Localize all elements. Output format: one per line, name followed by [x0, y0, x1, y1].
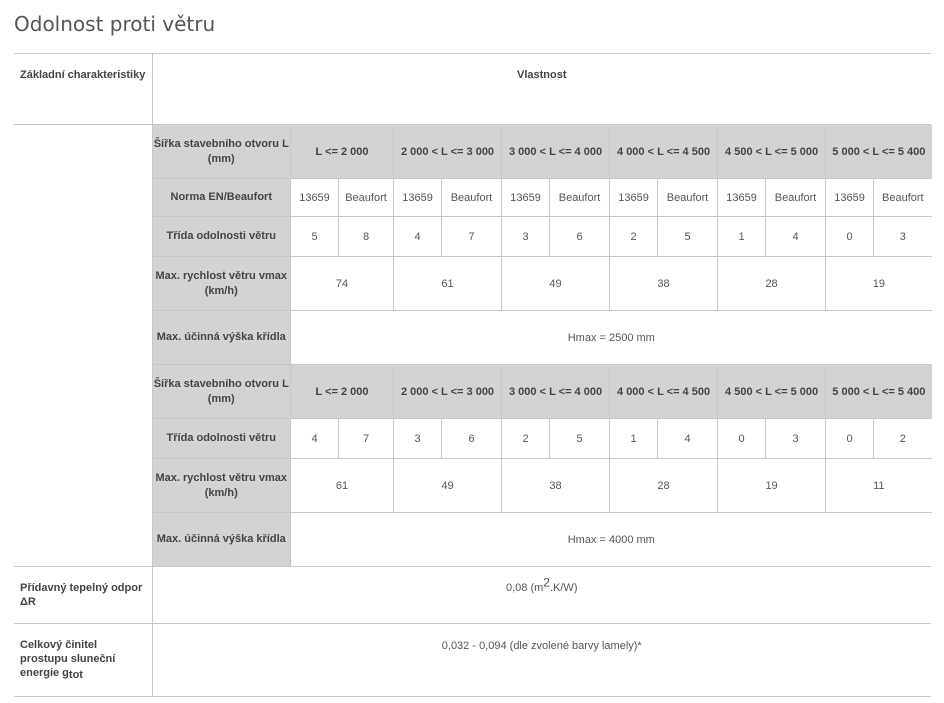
range-header: 2 000 < L <= 3 000: [394, 125, 502, 179]
class-value: 4: [291, 419, 339, 459]
norm-value: Beaufort: [550, 179, 610, 217]
thermal-value-main: 0,08 (m: [506, 582, 544, 594]
height-row-1: [153, 311, 932, 365]
speed-value: 28: [610, 459, 718, 513]
class-value: 5: [550, 419, 610, 459]
speed-value: 49: [502, 257, 610, 311]
speed-value: 49: [394, 459, 502, 513]
class-value: 0: [826, 419, 874, 459]
speed-value: 11: [826, 459, 932, 513]
range-header: 5 000 < L <= 5 400: [826, 365, 932, 419]
solar-factor-row: [14, 624, 931, 697]
norm-value: Beaufort: [766, 179, 826, 217]
speed-row-1: [153, 257, 932, 311]
class-value: 8: [339, 217, 394, 257]
class-value: 2: [502, 419, 550, 459]
basic-characteristics-header: Základní charakteristiky: [14, 54, 152, 125]
page-title: Odolnost proti větru: [14, 12, 216, 36]
hmax-value: Hmax = 4000 mm: [291, 513, 932, 567]
range-header: 3 000 < L <= 4 000: [502, 125, 610, 179]
norm-value: Beaufort: [339, 179, 394, 217]
solar-factor-label-subscript: tot: [68, 669, 83, 681]
norm-value: Beaufort: [658, 179, 718, 217]
width-label: Šířka stavebního otvoru L (mm): [153, 365, 291, 419]
speed-value: 19: [718, 459, 826, 513]
wind-resistance-cell: [152, 125, 931, 567]
range-header: 2 000 < L <= 3 000: [394, 365, 502, 419]
range-header: L <= 2 000: [291, 125, 394, 179]
range-header: L <= 2 000: [291, 365, 394, 419]
norm-row: [153, 179, 932, 217]
norm-value: 13659: [826, 179, 874, 217]
hmax-value: Hmax = 2500 mm: [291, 311, 932, 365]
norm-label: Norma EN/Beaufort: [153, 179, 291, 217]
speed-value: 61: [291, 459, 394, 513]
speed-label: Max. rychlost větru vmax (km/h): [153, 459, 291, 513]
wind-resistance-label-cell: [14, 125, 152, 567]
speed-value: 19: [826, 257, 932, 311]
speed-label: Max. rychlost větru vmax (km/h): [153, 257, 291, 311]
norm-value: Beaufort: [442, 179, 502, 217]
range-header: 4 500 < L <= 5 000: [718, 365, 826, 419]
class-row-2: [153, 419, 932, 459]
solar-factor-label-text: Celkový činitel prostupu sluneční energie g: [20, 639, 116, 679]
speed-value: 61: [394, 257, 502, 311]
height-label: Max. účinná výška křídla: [153, 513, 291, 567]
class-row-1: [153, 217, 932, 257]
speed-value: 28: [718, 257, 826, 311]
range-header: 3 000 < L <= 4 000: [502, 365, 610, 419]
class-value: 1: [610, 419, 658, 459]
class-value: 5: [658, 217, 718, 257]
width-row-2: [153, 365, 932, 419]
solar-factor-label: [14, 624, 152, 697]
class-value: 3: [394, 419, 442, 459]
class-value: 0: [718, 419, 766, 459]
class-value: 7: [339, 419, 394, 459]
class-value: 7: [442, 217, 502, 257]
class-value: 4: [658, 419, 718, 459]
norm-value: 13659: [394, 179, 442, 217]
class-value: 4: [766, 217, 826, 257]
class-value: 5: [291, 217, 339, 257]
header-row: [14, 54, 931, 125]
class-value: 6: [550, 217, 610, 257]
class-label: Třída odolnosti větru: [153, 217, 291, 257]
properties-table: [14, 53, 931, 697]
speed-row-2: [153, 459, 932, 513]
norm-value: 13659: [502, 179, 550, 217]
norm-value: 13659: [610, 179, 658, 217]
class-value: 3: [502, 217, 550, 257]
speed-value: 74: [291, 257, 394, 311]
norm-value: 13659: [291, 179, 339, 217]
width-row-1: [153, 125, 932, 179]
thermal-resistance-label: Přídavný tepelný odpor ΔR: [14, 567, 152, 624]
class-value: 3: [874, 217, 932, 257]
wind-resistance-table: [153, 125, 932, 566]
range-header: 4 500 < L <= 5 000: [718, 125, 826, 179]
height-row-2: [153, 513, 932, 567]
solar-factor-value: 0,032 - 0,094 (dle zvolené barvy lamely)*: [441, 640, 642, 652]
width-label: Šířka stavebního otvoru L (mm): [153, 125, 291, 179]
speed-value: 38: [610, 257, 718, 311]
wind-resistance-row: [14, 125, 931, 567]
height-label: Max. účinná výška křídla: [153, 311, 291, 365]
class-value: 3: [766, 419, 826, 459]
range-header: 4 000 < L <= 4 500: [610, 365, 718, 419]
class-value: 4: [394, 217, 442, 257]
class-value: 1: [718, 217, 766, 257]
range-header: 4 000 < L <= 4 500: [610, 125, 718, 179]
class-value: 2: [610, 217, 658, 257]
thermal-value-unit: .K/W): [549, 582, 578, 594]
norm-value: Beaufort: [874, 179, 932, 217]
speed-value: 38: [502, 459, 610, 513]
range-header: 5 000 < L <= 5 400: [826, 125, 932, 179]
norm-value: 13659: [718, 179, 766, 217]
property-header: Vlastnost: [516, 69, 567, 81]
thermal-resistance-value: [152, 567, 931, 624]
thermal-resistance-row: [14, 567, 931, 624]
thermal-value-exponent: 2: [543, 575, 550, 590]
class-label: Třída odolnosti větru: [153, 419, 291, 459]
class-value: 6: [442, 419, 502, 459]
class-value: 2: [874, 419, 932, 459]
class-value: 0: [826, 217, 874, 257]
